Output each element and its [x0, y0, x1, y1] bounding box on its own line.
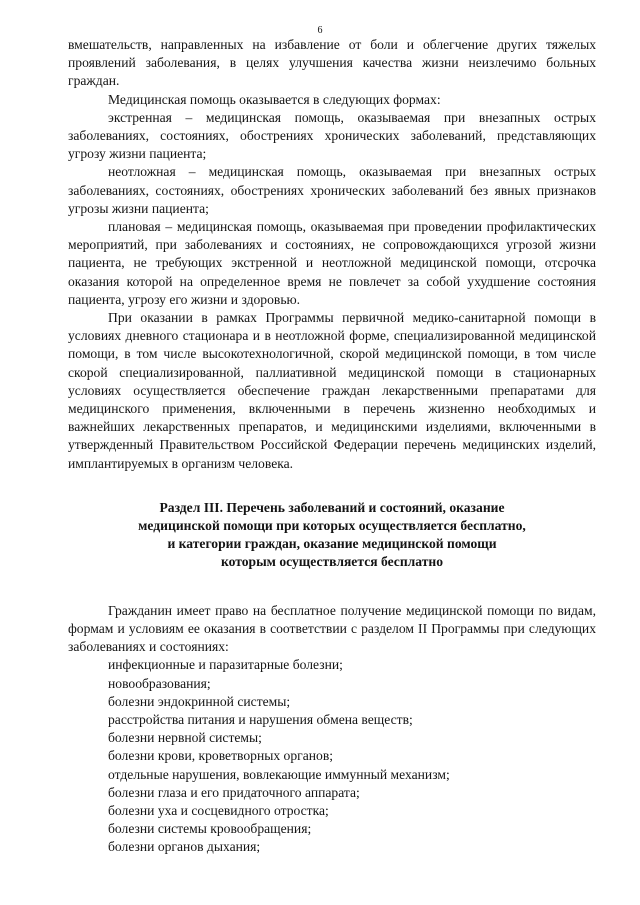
list-item: болезни крови, кроветворных органов;	[108, 748, 334, 764]
section-heading-line: медицинской помощи при которых осуществляется бесплатно,	[138, 518, 526, 534]
list-item: новообразования;	[108, 675, 211, 691]
list-item: болезни органов дыхания;	[108, 839, 261, 855]
paragraph-emergency: экстренная – медицинская помощь, оказываемая при внезапных острых заболеваниях, состояниях, обострениях хронических заболеваний, представляющих угрозу жизни пациента;	[68, 109, 596, 162]
list-item: болезни уха и сосцевидного отростка;	[108, 802, 329, 818]
list-item: болезни нервной системы;	[108, 730, 262, 746]
document-body	[68, 36, 596, 857]
section-heading-line: и категории граждан, оказание медицинской помощи	[167, 536, 497, 552]
section-intro: Гражданин имеет право на бесплатное получение медицинской помощи по видам, формам и условиям ее оказания в соответствии с разделом II Программы при следующих заболеваниях и состояниях:	[68, 602, 596, 655]
paragraph-provision: При оказании в рамках Программы первичной медико-санитарной помощи в условиях дневного стационара и в неотложной форме, специализированной медицинской помощи, в том числе высокотехнологичной, скорой медицинской помощи, в том числе скорой специализированной, паллиативной медицинской помощи в стационарных условиях осуществляется обеспечение граждан лекарственными препаратами для медицинского применения, включенными в перечень жизненно необходимых и важнейших лекарственных препаратов, и медицинскими изделиями, включенными в утвержденный Правительством Российской Федерации перечень медицинских изделий, имплантируемых в организм человека.	[68, 310, 596, 471]
page-number: 6	[317, 25, 323, 36]
list-item: болезни эндокринной системы;	[108, 693, 291, 709]
paragraph-continuation: вмешательств, направленных на избавление от боли и облегчение других тяжелых проявлений заболевания, в целях улучшения качества жизни неизлечимо больных граждан.	[68, 37, 596, 89]
paragraph-urgent: неотложная – медицинская помощь, оказываемая при внезапных острых заболеваниях, состояниях, обострениях хронических заболеваний без явных признаков угрозы жизни пациента;	[68, 164, 596, 216]
list-item: болезни системы кровообращения;	[108, 821, 312, 837]
conditions-list	[68, 656, 596, 856]
list-item: болезни глаза и его придаточного аппарата;	[108, 784, 360, 800]
paragraph-planned: плановая – медицинская помощь, оказываемая при проведении профилактических мероприятий, при заболеваниях и состояниях, не сопровождающихся угрозой жизни пациента, не требующих экстренной и неотложной медицинской помощи, отсрочка оказания которой на определенное время не повлечет за собой ухудшение состояния пациента, угрозу его жизни и здоровью.	[68, 219, 596, 307]
list-item: инфекционные и паразитарные болезни;	[108, 657, 343, 673]
section-heading-line: которым осуществляется бесплатно	[220, 554, 444, 570]
section-heading-line: Раздел III. Перечень заболеваний и состояний, оказание	[159, 499, 505, 515]
section-heading	[68, 499, 596, 572]
list-item: отдельные нарушения, вовлекающие иммунный механизм;	[108, 766, 450, 782]
list-item: расстройства питания и нарушения обмена веществ;	[108, 711, 413, 727]
paragraph-forms-intro: Медицинская помощь оказывается в следующих формах:	[108, 91, 441, 107]
